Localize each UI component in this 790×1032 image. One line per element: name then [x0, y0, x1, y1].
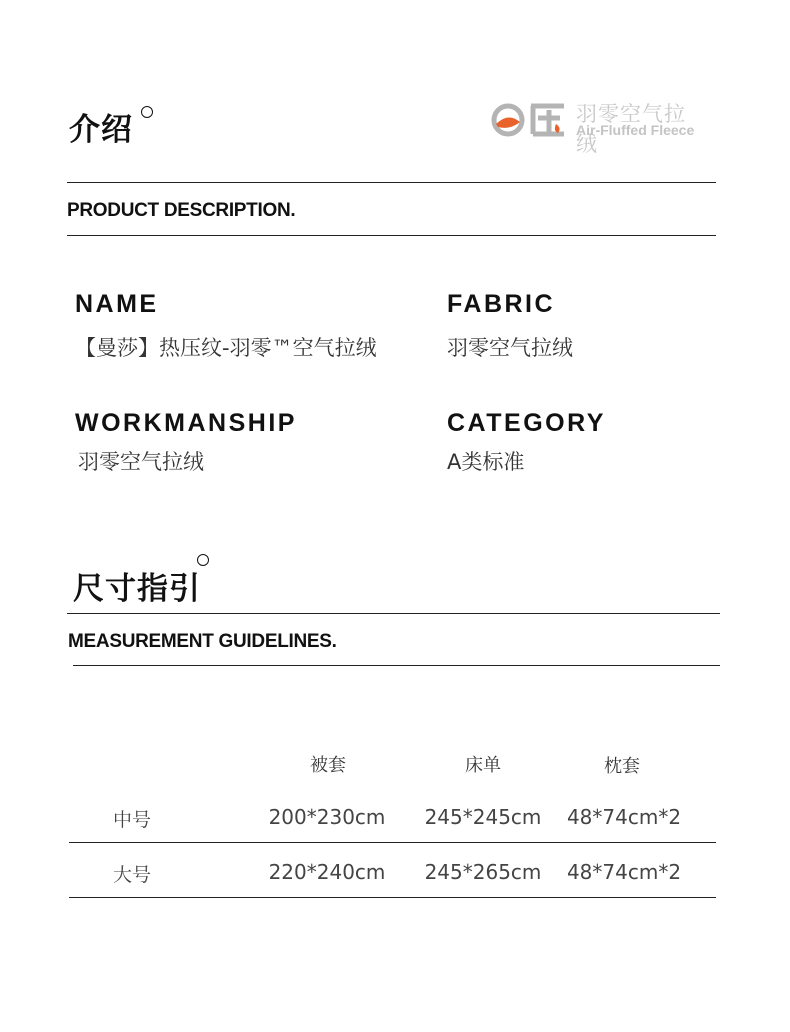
- column-header-duvet: 被套: [310, 755, 346, 776]
- column-header-sheet: 床单: [465, 755, 501, 776]
- divider: [67, 235, 716, 236]
- table-cell: 245*245cm: [424, 805, 542, 829]
- table-cell: 200*230cm: [268, 805, 386, 829]
- logo-mark-icon: [490, 100, 566, 140]
- detail-label-fabric: FABRIC: [447, 290, 556, 318]
- detail-value-workmanship: 羽零空气拉绒: [78, 450, 204, 474]
- divider: [73, 665, 720, 666]
- intro-subtitle: PRODUCT DESCRIPTION.: [67, 200, 296, 221]
- detail-label-category: CATEGORY: [447, 409, 606, 437]
- row-size-label: 中号: [112, 809, 151, 831]
- size-title: 尺寸指引: [73, 571, 201, 607]
- detail-label-name: NAME: [75, 290, 159, 318]
- brand-logo: [490, 98, 705, 156]
- table-cell: 220*240cm: [268, 860, 386, 884]
- logo-brand-cn: 羽零空气拉绒: [576, 102, 686, 156]
- intro-title: 介绍: [69, 112, 133, 148]
- table-cell: 48*74cm*2: [566, 860, 682, 884]
- detail-value-name: 【曼莎】热压纹-羽零™空气拉绒: [75, 336, 377, 360]
- table-cell: 48*74cm*2: [566, 805, 682, 829]
- divider: [67, 182, 716, 183]
- size-subtitle: MEASUREMENT GUIDELINES.: [68, 631, 337, 652]
- table-cell: 245*265cm: [424, 860, 542, 884]
- logo-brand-en: Air-Fluffed Fleece: [576, 122, 695, 138]
- row-size-label: 大号: [112, 864, 151, 886]
- degree-mark-icon: [197, 554, 209, 566]
- divider: [67, 613, 720, 614]
- degree-mark-icon: [141, 106, 153, 118]
- detail-value-category: A类标准: [447, 450, 525, 474]
- table-row: [0, 860, 790, 890]
- divider: [69, 842, 716, 843]
- table-row: [0, 805, 790, 835]
- detail-label-workmanship: WORKMANSHIP: [75, 409, 297, 437]
- detail-value-fabric: 羽零空气拉绒: [447, 336, 573, 360]
- column-header-pillowcase: 枕套: [604, 756, 640, 777]
- divider: [69, 897, 716, 898]
